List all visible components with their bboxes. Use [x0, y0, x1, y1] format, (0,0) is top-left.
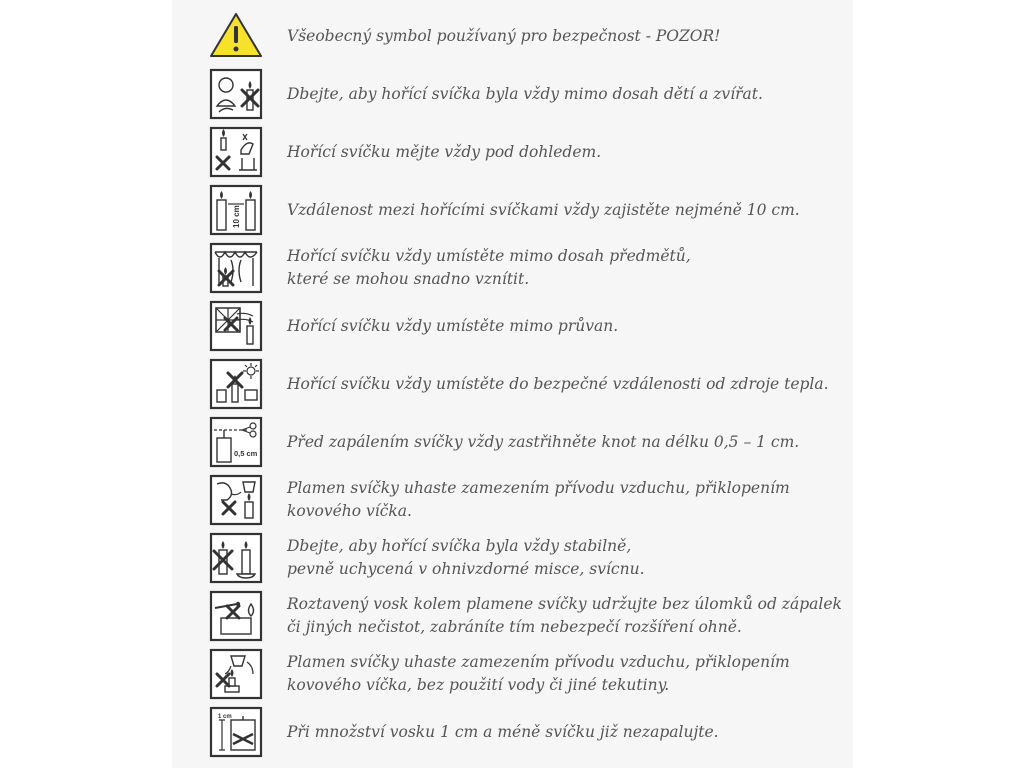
draught-icon — [209, 300, 263, 352]
instruction-line: pevně uchycená v ohnivzdorné misce, svícnu. — [287, 560, 645, 578]
safety-instruction-text — [287, 593, 842, 639]
safety-row — [209, 242, 829, 294]
instruction-line: které se mohou snadno vznítit. — [287, 270, 530, 288]
children-animals-candle-icon — [209, 68, 263, 120]
instruction-line: Plamen svíčky uhaste zamezením přívodu vzduchu, přiklopením — [287, 653, 790, 671]
safety-instruction-text — [287, 431, 799, 454]
instruction-line: Plamen svíčky uhaste zamezením přívodu vzduchu, přiklopením — [287, 479, 790, 497]
stable-holder-icon — [209, 532, 263, 584]
safety-row — [209, 126, 829, 178]
candle-distance-icon — [209, 184, 263, 236]
safety-instruction-text — [287, 245, 691, 291]
match-debris-icon — [209, 590, 263, 642]
instruction-line: Dbejte, aby hořící svíčka byla vždy mimo dosah dětí a zvířat. — [287, 84, 763, 103]
supervise-candle-icon — [209, 126, 263, 178]
instruction-line: Před zapálením svíčky vždy zastřihněte knot na délku 0,5 – 1 cm. — [287, 432, 800, 451]
svg-text:1 cm: 1 cm — [218, 714, 232, 720]
trim-wick-icon — [209, 416, 263, 468]
instruction-line: Všeobecný symbol používaný pro bezpečnost - POZOR! — [287, 26, 721, 45]
safety-instruction-text — [287, 651, 790, 697]
safety-instruction-text — [287, 315, 618, 338]
safety-row — [209, 184, 829, 236]
no-blowing-icon — [209, 474, 263, 526]
safety-row — [209, 68, 829, 120]
safety-instruction-text — [287, 141, 601, 164]
heat-source-icon — [209, 358, 263, 410]
safety-instruction-text — [287, 199, 800, 222]
safety-instruction-text — [287, 83, 763, 106]
svg-text:0,5 cm: 0,5 cm — [234, 449, 258, 458]
safety-instruction-text — [287, 721, 719, 744]
safety-row — [209, 358, 829, 410]
safety-instruction-text — [287, 535, 645, 581]
safety-instruction-text — [287, 477, 790, 523]
no-water-icon — [209, 648, 263, 700]
min-wax-icon — [209, 706, 263, 758]
warning-triangle-icon — [209, 10, 263, 62]
instruction-line: kovového víčka, bez použití vody či jiné tekutiny. — [287, 676, 670, 694]
safety-row — [209, 300, 829, 352]
instruction-line: Dbejte, aby hořící svíčka byla vždy stabilně, — [287, 537, 632, 555]
instruction-line: Hořící svíčku vždy umístěte do bezpečné vzdálenosti od zdroje tepla. — [287, 374, 829, 393]
instruction-line: Při množství vosku 1 cm a méně svíčku již nezapalujte. — [287, 722, 719, 741]
safety-row — [209, 474, 829, 526]
instruction-line: kovového víčka. — [287, 502, 412, 520]
instruction-line: Hořící svíčku vždy umístěte mimo průvan. — [287, 316, 619, 335]
instruction-line: Hořící svíčku vždy umístěte mimo dosah předmětů, — [287, 247, 691, 265]
safety-row — [209, 416, 829, 468]
safety-row — [209, 532, 829, 584]
instruction-line: či jiných nečistot, zabráníte tím nebezpečí rozšíření ohně. — [287, 618, 742, 636]
safety-instruction-text — [287, 373, 829, 396]
instruction-line: Vzdálenost mezi hořícími svíčkami vždy zajistěte nejméně 10 cm. — [287, 200, 800, 219]
instruction-line: Roztavený vosk kolem plamene svíčky udržujte bez úlomků od zápalek — [287, 595, 842, 613]
safety-row — [209, 648, 829, 700]
safety-row — [209, 590, 842, 642]
instruction-line: Hořící svíčku mějte vždy pod dohledem. — [287, 142, 602, 161]
svg-text:10 cm: 10 cm — [232, 205, 241, 228]
safety-row — [209, 10, 829, 62]
flammable-objects-icon — [209, 242, 263, 294]
safety-instruction-text — [287, 25, 720, 48]
safety-row — [209, 706, 829, 758]
